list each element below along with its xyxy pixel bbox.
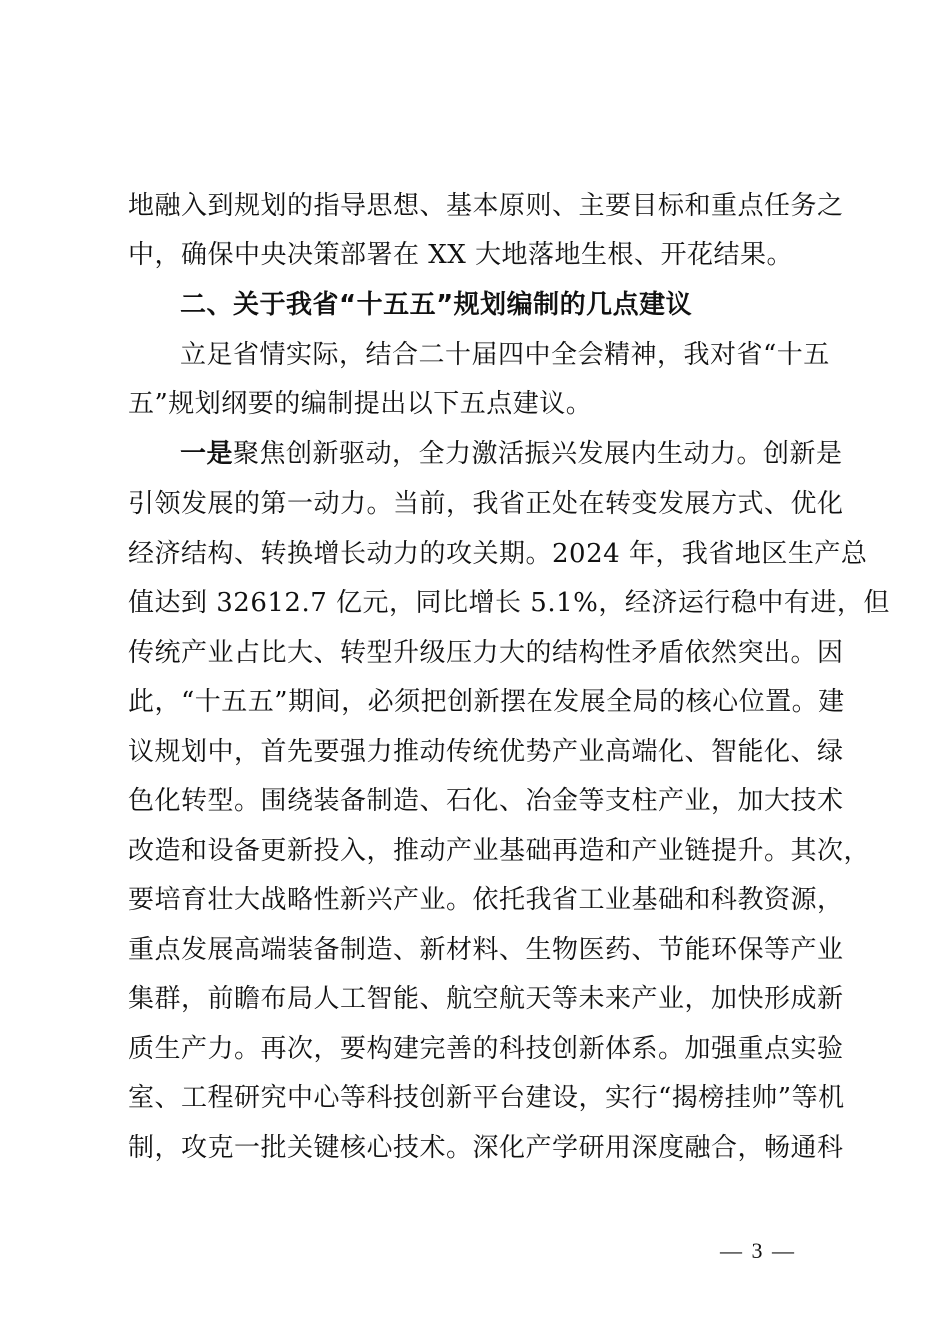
body-text-line: 议规划中，首先要强力推动传统优势产业高端化、智能化、绿 [128, 737, 844, 767]
body-text-line: 此，“十五五”期间，必须把创新摆在发展全局的核心位置。建 [128, 687, 845, 717]
body-text-line: 要培育壮大战略性新兴产业。依托我省工业基础和科教资源， [128, 885, 844, 915]
body-text-line: 改造和设备更新投入，推动产业基础再造和产业链提升。其次， [128, 836, 871, 866]
body-text-line: 色化转型。围绕装备制造、石化、冶金等支柱产业，加大技术 [128, 786, 844, 816]
section-heading: 二、关于我省“十五五”规划编制的几点建议 [180, 290, 693, 320]
body-text-line: 地融入到规划的指导思想、基本原则、主要目标和重点任务之 [128, 191, 844, 221]
body-text-line: 集群，前瞻布局人工智能、航空航天等未来产业，加快形成新 [128, 984, 844, 1014]
body-text-line: 传统产业占比大、转型升级压力大的结构性矛盾依然突出。因 [128, 638, 844, 668]
point-one-label: 一是 [180, 439, 234, 469]
body-text-line: 五”规划纲要的编制提出以下五点建议。 [128, 389, 593, 419]
body-text-line: 室、工程研究中心等科技创新平台建设，实行“揭榜挂帅”等机 [128, 1083, 845, 1113]
page-number: — 3 — [720, 1238, 796, 1263]
body-text-line: 立足省情实际，结合二十届四中全会精神，我对省“十五 [180, 340, 830, 370]
body-text-line: 重点发展高端装备制造、新材料、生物医药、节能环保等产业 [128, 935, 844, 965]
body-text-line: 值达到 32612.7 亿元，同比增长 5.1%，经济运行稳中有进，但 [128, 588, 890, 618]
body-text-line: 聚焦创新驱动，全力激活振兴发展内生动力。创新是 [233, 439, 843, 469]
body-text-line: 质生产力。再次，要构建完善的科技创新体系。加强重点实验 [128, 1034, 844, 1064]
body-text-line: 经济结构、转换增长动力的攻关期。2024 年，我省地区生产总 [128, 539, 868, 569]
body-text-line: 制，攻克一批关键核心技术。深化产学研用深度融合，畅通科 [128, 1133, 844, 1163]
body-text-line: 引领发展的第一动力。当前，我省正处在转变发展方式、优化 [128, 489, 844, 519]
point-one-line [180, 430, 843, 479]
body-text-line: 中，确保中央决策部署在 XX 大地落地生根、开花结果。 [128, 240, 794, 270]
